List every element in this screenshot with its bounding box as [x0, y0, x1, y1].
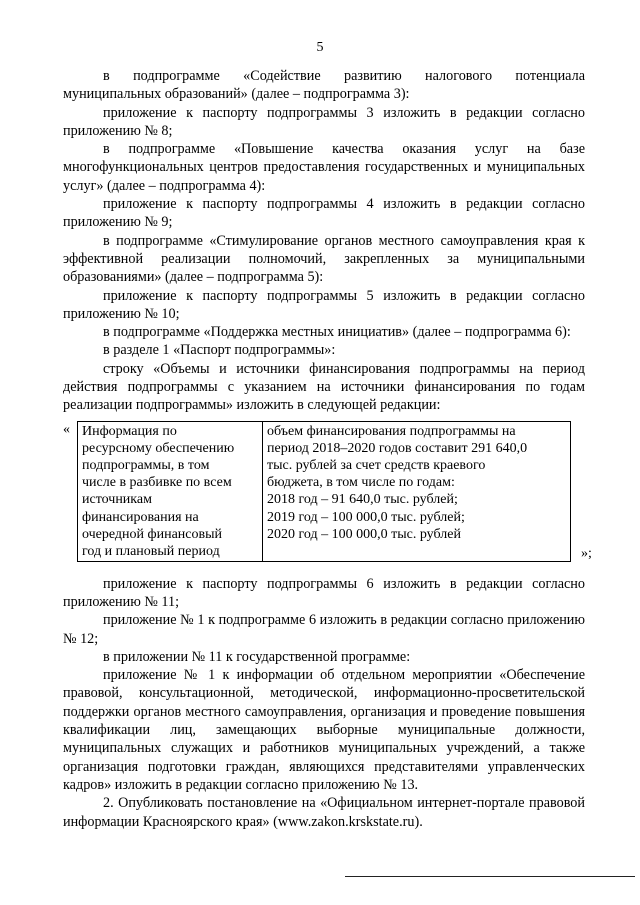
paragraph: строку «Объемы и источники финансирования подпрограммы на период действия подпрограммы с указанием на источники финансирования по годам реализации подпрограммы» изложить в следующей редакции:: [63, 360, 585, 414]
document-body: [63, 67, 592, 831]
cell-line: 2020 год – 100 000,0 тыс. рублей: [267, 526, 461, 542]
funding-table-block: [63, 421, 592, 571]
paragraph: в подпрограмме «Повышение качества оказания услуг на базе многофункциональных центров предоставления государственных и муниципальных услуг» (далее – подпрограмма 4):: [63, 141, 585, 194]
cell-line: тыс. рублей за счет средств краевого: [267, 458, 486, 474]
page-number: 5: [316, 40, 324, 55]
table-cell-label: [78, 421, 263, 562]
cell-line: бюджета, в том числе по годам:: [267, 475, 455, 491]
cell-line: подпрограммы, в том: [82, 458, 210, 474]
cell-line: 2019 год – 100 000,0 тыс. рублей;: [267, 509, 465, 525]
paragraph: приложение к паспорту подпрограммы 5 изложить в редакции согласно приложению № 10;: [63, 287, 585, 322]
paragraph: в подпрограмме «Поддержка местных инициатив» (далее – подпрограмма 6):: [103, 324, 571, 341]
cell-line: источникам: [82, 492, 152, 508]
paragraph: приложение № 1 к подпрограмме 6 изложить в редакции согласно приложению № 12;: [63, 612, 585, 647]
opening-quote: «: [63, 421, 70, 437]
funding-table: [77, 421, 571, 563]
paragraph: приложение № 1 к информации об отдельном мероприятии «Обеспечение правовой, консультационной, методической, информационно-просветительской поддержки органов местного самоуправления, организация и проведение повышения квалификации лиц, замещающих выборные муниципальные должности, муниципальных служащих и работников муниципальных учреждений, а также организация подготовки граждан, являющихся представителями управленческих кадров» изложить в редакции согласно приложению № 13.: [63, 667, 585, 793]
table-cell-value: [263, 421, 571, 562]
cell-line: финансирования на: [82, 509, 199, 525]
paragraph: в разделе 1 «Паспорт подпрограммы»:: [103, 342, 336, 359]
paragraph: 2. Опубликовать постановление на «Официальном интернет-портале правовой информации Красноярского края» (www.zakon.krskstate.ru).: [63, 795, 585, 830]
closing-quote: »;: [581, 545, 592, 561]
cell-line: год и плановый период: [82, 544, 220, 560]
paragraph: в приложении № 11 к государственной программе:: [103, 648, 411, 665]
paragraph: приложение к паспорту подпрограммы 3 изложить в редакции согласно приложению № 8;: [63, 104, 585, 139]
cell-line: период 2018–2020 годов составит 291 640,0: [267, 440, 528, 456]
cell-line: 2018 год – 91 640,0 тыс. рублей;: [267, 492, 458, 508]
paragraph: в подпрограмме «Содействие развитию налогового потенциала муниципальных образований» (далее – подпрограмма 3):: [63, 68, 585, 103]
cell-line: очередной финансовый: [82, 526, 223, 542]
cell-line: ресурсному обеспечению: [82, 440, 235, 456]
paragraph: в подпрограмме «Стимулирование органов местного самоуправления края к эффективной реализации полномочий, закрепленных за муниципальными образованиями» (далее – подпрограмма 5):: [63, 232, 585, 286]
paragraph: приложение к паспорту подпрограммы 4 изложить в редакции согласно приложению № 9;: [63, 196, 585, 231]
paragraph: приложение к паспорту подпрограммы 6 изложить в редакции согласно приложению № 11;: [63, 575, 585, 610]
cell-line: Информация по: [82, 423, 177, 439]
table-row: [78, 421, 571, 562]
footer-rule: [345, 876, 635, 877]
cell-line: объем финансирования подпрограммы на: [267, 423, 516, 439]
cell-line: числе в разбивке по всем: [82, 475, 232, 491]
